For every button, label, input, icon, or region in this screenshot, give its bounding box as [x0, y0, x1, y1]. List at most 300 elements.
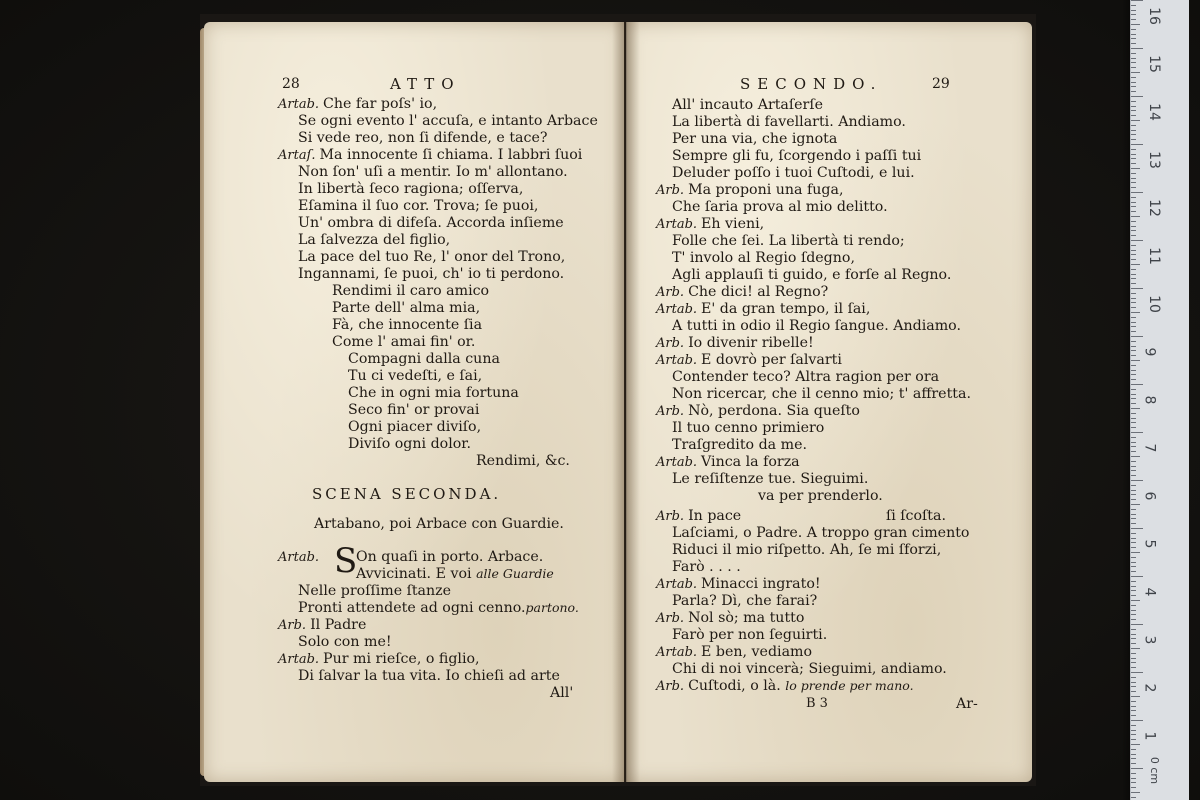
- catchword: Ar-: [956, 696, 978, 712]
- verse-line: Parla? Dì, che farai?: [672, 593, 818, 609]
- verse-line: A tutti in odio il Regio ſangue. Andiamo.: [672, 318, 961, 334]
- ruler-tick: [1131, 168, 1140, 169]
- ruler-tick: [1131, 523, 1136, 524]
- ruler-tick: [1131, 480, 1143, 481]
- ruler-tick: [1131, 422, 1136, 423]
- ruler-tick: [1131, 624, 1143, 625]
- speaker-label: Artab.: [656, 217, 698, 232]
- ruler-tick: [1131, 216, 1140, 217]
- ruler-tick: [1131, 696, 1140, 697]
- aria-line: Fà, che innocente ſia: [332, 317, 483, 333]
- speaker-label: Artab.: [656, 577, 698, 592]
- verse-line: In libertà ſeco ragiona; oſſerva,: [298, 181, 524, 197]
- verse-line: Nelle proſſime ſtanze: [298, 583, 452, 599]
- ruler-tick: [1131, 643, 1136, 644]
- right-running-head: SECONDO.: [740, 75, 883, 93]
- speaker-label: Artab.: [278, 97, 320, 112]
- ruler-tick: [1131, 518, 1136, 519]
- ruler-tick: [1131, 456, 1140, 457]
- ruler-tick: [1131, 446, 1136, 447]
- ruler-tick: [1131, 278, 1136, 279]
- line-text: Ma innocente ſi chiama. I labbri ſuoi: [319, 147, 583, 163]
- ruler-tick: [1131, 120, 1140, 121]
- ruler-tick: [1131, 470, 1136, 471]
- ruler-tick: [1131, 259, 1136, 260]
- ruler-tick: [1131, 442, 1136, 443]
- ruler-tick: [1131, 101, 1136, 102]
- ruler-tick: [1131, 197, 1136, 198]
- ruler-number: 5: [1141, 539, 1158, 549]
- verse-line: Solo con me!: [298, 634, 392, 650]
- aria-line: Ogni piacer diviſo,: [348, 419, 482, 435]
- ruler-tick: [1131, 288, 1143, 289]
- ruler-tick: [1131, 682, 1136, 683]
- ruler-tick: [1131, 24, 1140, 25]
- ruler-number: 3: [1141, 635, 1158, 645]
- verse-line: Farò . . . .: [672, 559, 741, 575]
- aria-line: Diviſo ogni dolor.: [348, 436, 472, 452]
- drop-capital: S: [334, 541, 358, 581]
- aria-line: Tu ci vedeſti, e ſai,: [348, 368, 483, 384]
- ruler-tick: [1131, 187, 1136, 188]
- ruler-tick: [1131, 730, 1136, 731]
- aria-line: Come l' amai fin' or.: [332, 334, 476, 350]
- right-page: [626, 22, 1032, 782]
- ruler-tick: [1131, 528, 1143, 529]
- verse-line: La libertà di favellarti. Andiamo.: [672, 114, 906, 130]
- ruler-tick: [1131, 768, 1143, 769]
- verse-line: [656, 182, 843, 199]
- ruler-tick: [1131, 706, 1136, 707]
- ruler-tick: [1131, 365, 1136, 366]
- ruler-tick: [1131, 192, 1143, 193]
- ruler-tick: [1131, 67, 1136, 68]
- speaker-label: Arb.: [656, 404, 685, 419]
- stage-direction: va per prenderlo.: [758, 488, 883, 504]
- ruler-tick: [1131, 226, 1136, 227]
- ruler-number: 9: [1141, 347, 1158, 357]
- right-folio: 29: [932, 76, 950, 92]
- line-text: Vinca la forza: [701, 454, 800, 470]
- ruler-tick: [1131, 600, 1140, 601]
- ruler-tick: [1131, 552, 1140, 553]
- ruler-tick: [1131, 350, 1136, 351]
- ruler-tick: [1131, 341, 1136, 342]
- verse-line: Riduci il mio riſpetto. Ah, ſe mi ſforzi,: [672, 542, 942, 558]
- ruler-tick: [1131, 595, 1136, 596]
- ruler-tick: [1131, 614, 1136, 615]
- left-page: [204, 22, 624, 782]
- verse-line: Non ricercar, che il cenno mio; t' affretta.: [672, 386, 971, 402]
- speaker-label: Artab.: [278, 652, 320, 667]
- ruler-tick: [1131, 754, 1136, 755]
- ruler-number: 10: [1145, 295, 1162, 313]
- verse-line: [656, 352, 842, 369]
- ruler-tick: [1131, 77, 1136, 78]
- ruler-tick: [1131, 336, 1143, 337]
- ruler-tick: [1131, 542, 1136, 543]
- verse-line: [656, 335, 814, 352]
- line-text: Pronti attendete ad ogni cenno.: [298, 600, 526, 616]
- ruler-tick: [1131, 432, 1143, 433]
- speaker-label: Arb.: [656, 679, 685, 694]
- verse-line: [656, 403, 860, 420]
- open-book: [200, 14, 1036, 786]
- ruler-tick: [1131, 264, 1140, 265]
- ruler-tick: [1131, 206, 1136, 207]
- ruler-tick: [1131, 590, 1136, 591]
- ruler-tick: [1131, 571, 1136, 572]
- ruler-tick: [1131, 533, 1136, 534]
- ruler-tick: [1131, 408, 1140, 409]
- ruler-tick: [1131, 634, 1136, 635]
- verse-line: [278, 96, 437, 113]
- ruler-tick: [1131, 504, 1140, 505]
- ruler-tick: [1131, 739, 1136, 740]
- catchword: All': [550, 685, 574, 701]
- verse-line: Traſgredito da me.: [672, 437, 807, 453]
- speaker-label: Artab.: [656, 455, 698, 470]
- ruler-tick: [1131, 254, 1136, 255]
- verse-line: Contender teco? Altra ragion per ora: [672, 369, 940, 385]
- ruler-tick: [1131, 749, 1136, 750]
- signature-mark: B 3: [806, 696, 828, 711]
- ruler-tick: [1131, 245, 1136, 246]
- ruler-tick: [1131, 326, 1136, 327]
- verse-line: Agli applauſi ti guido, e forſe al Regno.: [672, 267, 952, 283]
- ruler-tick: [1131, 398, 1136, 399]
- line-text: E dovrò per ſalvarti: [701, 352, 842, 368]
- ruler-unit-label: 0 cm: [1148, 756, 1162, 785]
- aria-line: Parte dell' alma mia,: [332, 300, 481, 316]
- line-text: Minacci ingrato!: [701, 576, 821, 592]
- ruler-tick: [1131, 485, 1136, 486]
- ruler-tick: [1131, 662, 1136, 663]
- ruler-number: 1: [1141, 731, 1158, 741]
- verse-line: Si vede reo, non ſi difende, e tace?: [298, 130, 548, 146]
- ruler-tick: [1131, 302, 1136, 303]
- ruler-tick: [1131, 701, 1136, 702]
- ruler-tick: [1131, 115, 1136, 116]
- verse-line: Eſamina il ſuo cor. Trova; ſe puoi,: [298, 198, 539, 214]
- scene-heading: SCENA SECONDA.: [312, 485, 502, 503]
- ruler-number: 6: [1141, 491, 1158, 501]
- ruler-tick: [1131, 110, 1136, 111]
- ruler-tick: [1131, 787, 1136, 788]
- ruler-tick: [1131, 235, 1136, 236]
- ruler-tick: [1131, 91, 1136, 92]
- ruler-tick: [1131, 346, 1136, 347]
- ruler-number: 15: [1145, 55, 1162, 73]
- ruler-tick: [1131, 149, 1136, 150]
- verse-line: La ſalvezza del figlio,: [298, 232, 451, 248]
- line-text: In pace: [688, 508, 742, 524]
- ruler-tick: [1131, 62, 1136, 63]
- verse-line: [656, 576, 821, 593]
- verse-line: [656, 508, 741, 525]
- ruler-tick: [1131, 182, 1136, 183]
- ruler-tick: [1131, 725, 1136, 726]
- ruler-tick: [1131, 610, 1136, 611]
- ruler-number: 16: [1145, 7, 1162, 25]
- ruler-tick: [1131, 427, 1136, 428]
- ruler-tick: [1131, 792, 1140, 793]
- ruler-tick: [1131, 475, 1136, 476]
- verse-line: [278, 651, 480, 668]
- line-text: Ma proponi una fuga,: [688, 182, 844, 198]
- verse-line: [278, 617, 366, 634]
- ruler-tick: [1131, 144, 1143, 145]
- verse-line: [356, 566, 554, 582]
- ruler-tick: [1131, 576, 1143, 577]
- verse-line: Deluder poſſo i tuoi Cuſtodi, e lui.: [672, 165, 915, 181]
- ruler-tick: [1131, 499, 1136, 500]
- ruler-tick: [1131, 14, 1136, 15]
- ruler-tick: [1131, 29, 1136, 30]
- ruler-tick: [1131, 38, 1136, 39]
- line-text: Nol sò; ma tutto: [688, 610, 805, 626]
- verse-line: [656, 216, 764, 233]
- ruler-tick: [1131, 34, 1136, 35]
- ruler-number: 11: [1145, 247, 1162, 265]
- verse-line: Chi di noi vincerà; Sieguimi, andiamo.: [672, 661, 947, 677]
- ruler-tick: [1131, 250, 1136, 251]
- ruler-tick: [1131, 389, 1136, 390]
- ruler-tick: [1131, 490, 1136, 491]
- verse-line: [656, 301, 870, 318]
- speaker-label: Artab.: [656, 302, 698, 317]
- ruler-tick: [1131, 82, 1136, 83]
- ruler-tick: [1131, 557, 1136, 558]
- verse-line: Per una via, che ignota: [672, 131, 838, 147]
- ruler-tick: [1131, 139, 1136, 140]
- ruler-tick: [1131, 0, 1143, 1]
- stage-direction: ſi ſcoſta.: [886, 508, 946, 524]
- ruler-tick: [1131, 221, 1136, 222]
- ruler-tick: [1131, 514, 1136, 515]
- ruler-tick: [1131, 53, 1136, 54]
- ruler-tick: [1131, 134, 1136, 135]
- verse-line: Che ſaria prova al mio delitto.: [672, 199, 888, 215]
- ruler-tick: [1131, 230, 1136, 231]
- ruler-tick: [1131, 293, 1136, 294]
- aria-line: Compagni dalla cuna: [348, 351, 500, 367]
- ruler-tick: [1131, 667, 1136, 668]
- ruler-tick: [1131, 86, 1136, 87]
- verse-line: Il tuo cenno primiero: [672, 420, 825, 436]
- ruler-tick: [1131, 538, 1136, 539]
- ruler-tick: [1131, 648, 1140, 649]
- line-text: Che far poſs' io,: [323, 96, 438, 112]
- ruler-tick: [1131, 653, 1136, 654]
- verse-line: Sempre gli fu, ſcorgendo i paſſi tui: [672, 148, 922, 164]
- ruler-tick: [1131, 173, 1136, 174]
- ruler-tick: [1131, 384, 1143, 385]
- ruler-tick: [1131, 494, 1136, 495]
- ruler-tick: [1131, 240, 1143, 241]
- verse-line: All' incauto Artaſerſe: [672, 97, 823, 113]
- ruler-number: 13: [1145, 151, 1162, 169]
- stage-direction: alle Guardie: [476, 566, 554, 581]
- ruler-tick: [1131, 658, 1136, 659]
- ruler-tick: [1131, 5, 1136, 6]
- ruler-tick: [1131, 562, 1136, 563]
- ruler-tick: [1131, 403, 1136, 404]
- verse-line: On quaſi in porto. Arbace.: [356, 549, 544, 565]
- line-text: Eh vieni,: [701, 216, 765, 232]
- ruler-number: 2: [1141, 683, 1158, 693]
- ruler-tick: [1131, 581, 1136, 582]
- ruler-tick: [1131, 619, 1136, 620]
- line-text: Il Padre: [310, 617, 367, 633]
- line-text: Avvicinati. E voi: [356, 566, 472, 582]
- ruler-tick: [1131, 744, 1140, 745]
- ruler-tick: [1131, 466, 1136, 467]
- ruler-tick: [1131, 778, 1136, 779]
- ruler-tick: [1131, 130, 1136, 131]
- ruler-tick: [1131, 374, 1136, 375]
- verse-line: Di ſalvar la tua vita. Io chieſi ad arte: [298, 668, 560, 684]
- verse-line: Ingannami, ſe puoi, ch' io ti perdono.: [298, 266, 565, 282]
- ruler-tick: [1131, 677, 1136, 678]
- ruler-tick: [1131, 163, 1136, 164]
- verse-line: Non ſon' uſi a mentir. Io m' allontano.: [298, 164, 568, 180]
- ruler-tick: [1131, 360, 1140, 361]
- ruler-tick: [1131, 125, 1136, 126]
- line-text: E ben, vediamo: [701, 644, 813, 660]
- left-folio: 28: [282, 76, 300, 92]
- speaker-label: Artaſ.: [278, 148, 316, 163]
- ruler-tick: [1131, 211, 1136, 212]
- ruler-tick: [1131, 566, 1136, 567]
- ruler-shadow: [1122, 0, 1130, 800]
- ruler-tick: [1131, 283, 1136, 284]
- line-text: Io divenir ribelle!: [688, 335, 814, 351]
- ruler-number: 8: [1141, 395, 1158, 405]
- verse-line: Laſciami, o Padre. A troppo gran cimento: [672, 525, 970, 541]
- verse-line: [278, 147, 582, 164]
- ruler-tick: [1131, 202, 1136, 203]
- ruler-tick: [1131, 269, 1136, 270]
- ruler-tick: [1131, 686, 1136, 687]
- aria-line: Che in ogni mia fortuna: [348, 385, 519, 401]
- ruler-tick: [1131, 437, 1136, 438]
- ruler-tick: [1131, 379, 1136, 380]
- ruler-tick: [1131, 782, 1136, 783]
- ruler-tick: [1131, 298, 1136, 299]
- ruler-tick: [1131, 370, 1136, 371]
- ruler-tick: [1131, 322, 1136, 323]
- line-text: Nò, perdona. Sia queſto: [688, 403, 860, 419]
- speaker-label: Arb.: [656, 285, 685, 300]
- ruler-tick: [1131, 355, 1136, 356]
- ruler-tick: [1131, 10, 1136, 11]
- line-text: Pur mi rieſce, o figlio,: [323, 651, 480, 667]
- ruler-tick: [1131, 317, 1136, 318]
- speaker-label: Arb.: [656, 611, 685, 626]
- verse-line: Un' ombra di difeſa. Accorda inſieme: [298, 215, 564, 231]
- ruler-tick: [1131, 106, 1136, 107]
- ruler-tick: [1131, 734, 1136, 735]
- ruler-tick: [1131, 158, 1136, 159]
- verse-line: [656, 644, 812, 661]
- ruler-tick: [1131, 331, 1136, 332]
- verse-line: Folle che ſei. La libertà ti rendo;: [672, 233, 905, 249]
- ruler-tick: [1131, 710, 1136, 711]
- ruler-tick: [1131, 547, 1136, 548]
- ruler-tick: [1131, 509, 1136, 510]
- verse-line: T' involo al Regio ſdegno,: [672, 250, 855, 266]
- ruler-number: 4: [1141, 587, 1158, 597]
- ruler-tick: [1131, 672, 1143, 673]
- verse-line: [298, 600, 579, 616]
- ruler-tick: [1131, 605, 1136, 606]
- ruler-tick: [1131, 19, 1136, 20]
- verse-line: Le reſiſtenze tue. Sieguimi.: [672, 471, 869, 487]
- ruler-tick: [1131, 797, 1136, 798]
- measurement-ruler: [1130, 0, 1189, 800]
- verse-line: [656, 284, 828, 301]
- ruler-tick: [1131, 154, 1136, 155]
- speaker-label: Arb.: [656, 509, 685, 524]
- speaker-label: Artab.: [656, 353, 698, 368]
- ruler-number: 12: [1145, 199, 1162, 217]
- ruler-tick: [1131, 461, 1136, 462]
- da-capo-line: Rendimi, &c.: [476, 453, 570, 469]
- aria-line: Rendimi il caro amico: [332, 283, 490, 299]
- ruler-tick: [1131, 715, 1136, 716]
- verse-line: La pace del tuo Re, l' onor del Trono,: [298, 249, 566, 265]
- ruler-tick: [1131, 394, 1136, 395]
- line-text: Cuſtodi, o là.: [688, 678, 781, 694]
- left-running-head: ATTO: [390, 75, 461, 93]
- ruler-tick: [1131, 96, 1143, 97]
- aria-line: Seco fin' or provai: [348, 402, 480, 418]
- verse-line: [278, 549, 323, 566]
- verse-line: [656, 678, 914, 695]
- line-text: Che dici! al Regno?: [688, 284, 829, 300]
- ruler-tick: [1131, 763, 1136, 764]
- ruler-tick: [1131, 629, 1136, 630]
- ruler-tick: [1131, 307, 1136, 308]
- ruler-tick: [1131, 638, 1136, 639]
- ruler-tick: [1131, 418, 1136, 419]
- ruler-tick: [1131, 586, 1136, 587]
- speaker-label: Arb.: [656, 183, 685, 198]
- ruler-tick: [1131, 43, 1136, 44]
- ruler-tick: [1131, 773, 1136, 774]
- ruler-tick: [1131, 758, 1136, 759]
- ruler-tick: [1131, 451, 1136, 452]
- ruler-number: 14: [1145, 103, 1162, 121]
- ruler-tick: [1131, 413, 1136, 414]
- verse-line: [656, 610, 804, 627]
- ruler-tick: [1131, 178, 1136, 179]
- stage-direction: Artabano, poi Arbace con Guardie.: [314, 516, 564, 532]
- verse-line: Farò per non ſeguirti.: [672, 627, 828, 643]
- speaker-label: Artab.: [656, 645, 698, 660]
- speaker-label: Arb.: [656, 336, 685, 351]
- ruler-tick: [1131, 312, 1140, 313]
- stage-direction: partono.: [525, 600, 579, 615]
- verse-line: [656, 454, 800, 471]
- ruler-tick: [1131, 274, 1136, 275]
- verse-line: Se ogni evento l' accuſa, e intanto Arbace: [298, 113, 598, 129]
- ruler-tick: [1131, 691, 1136, 692]
- line-text: E' da gran tempo, il ſai,: [701, 301, 871, 317]
- speaker-label: Artab.: [278, 550, 320, 565]
- ruler-tick: [1131, 58, 1136, 59]
